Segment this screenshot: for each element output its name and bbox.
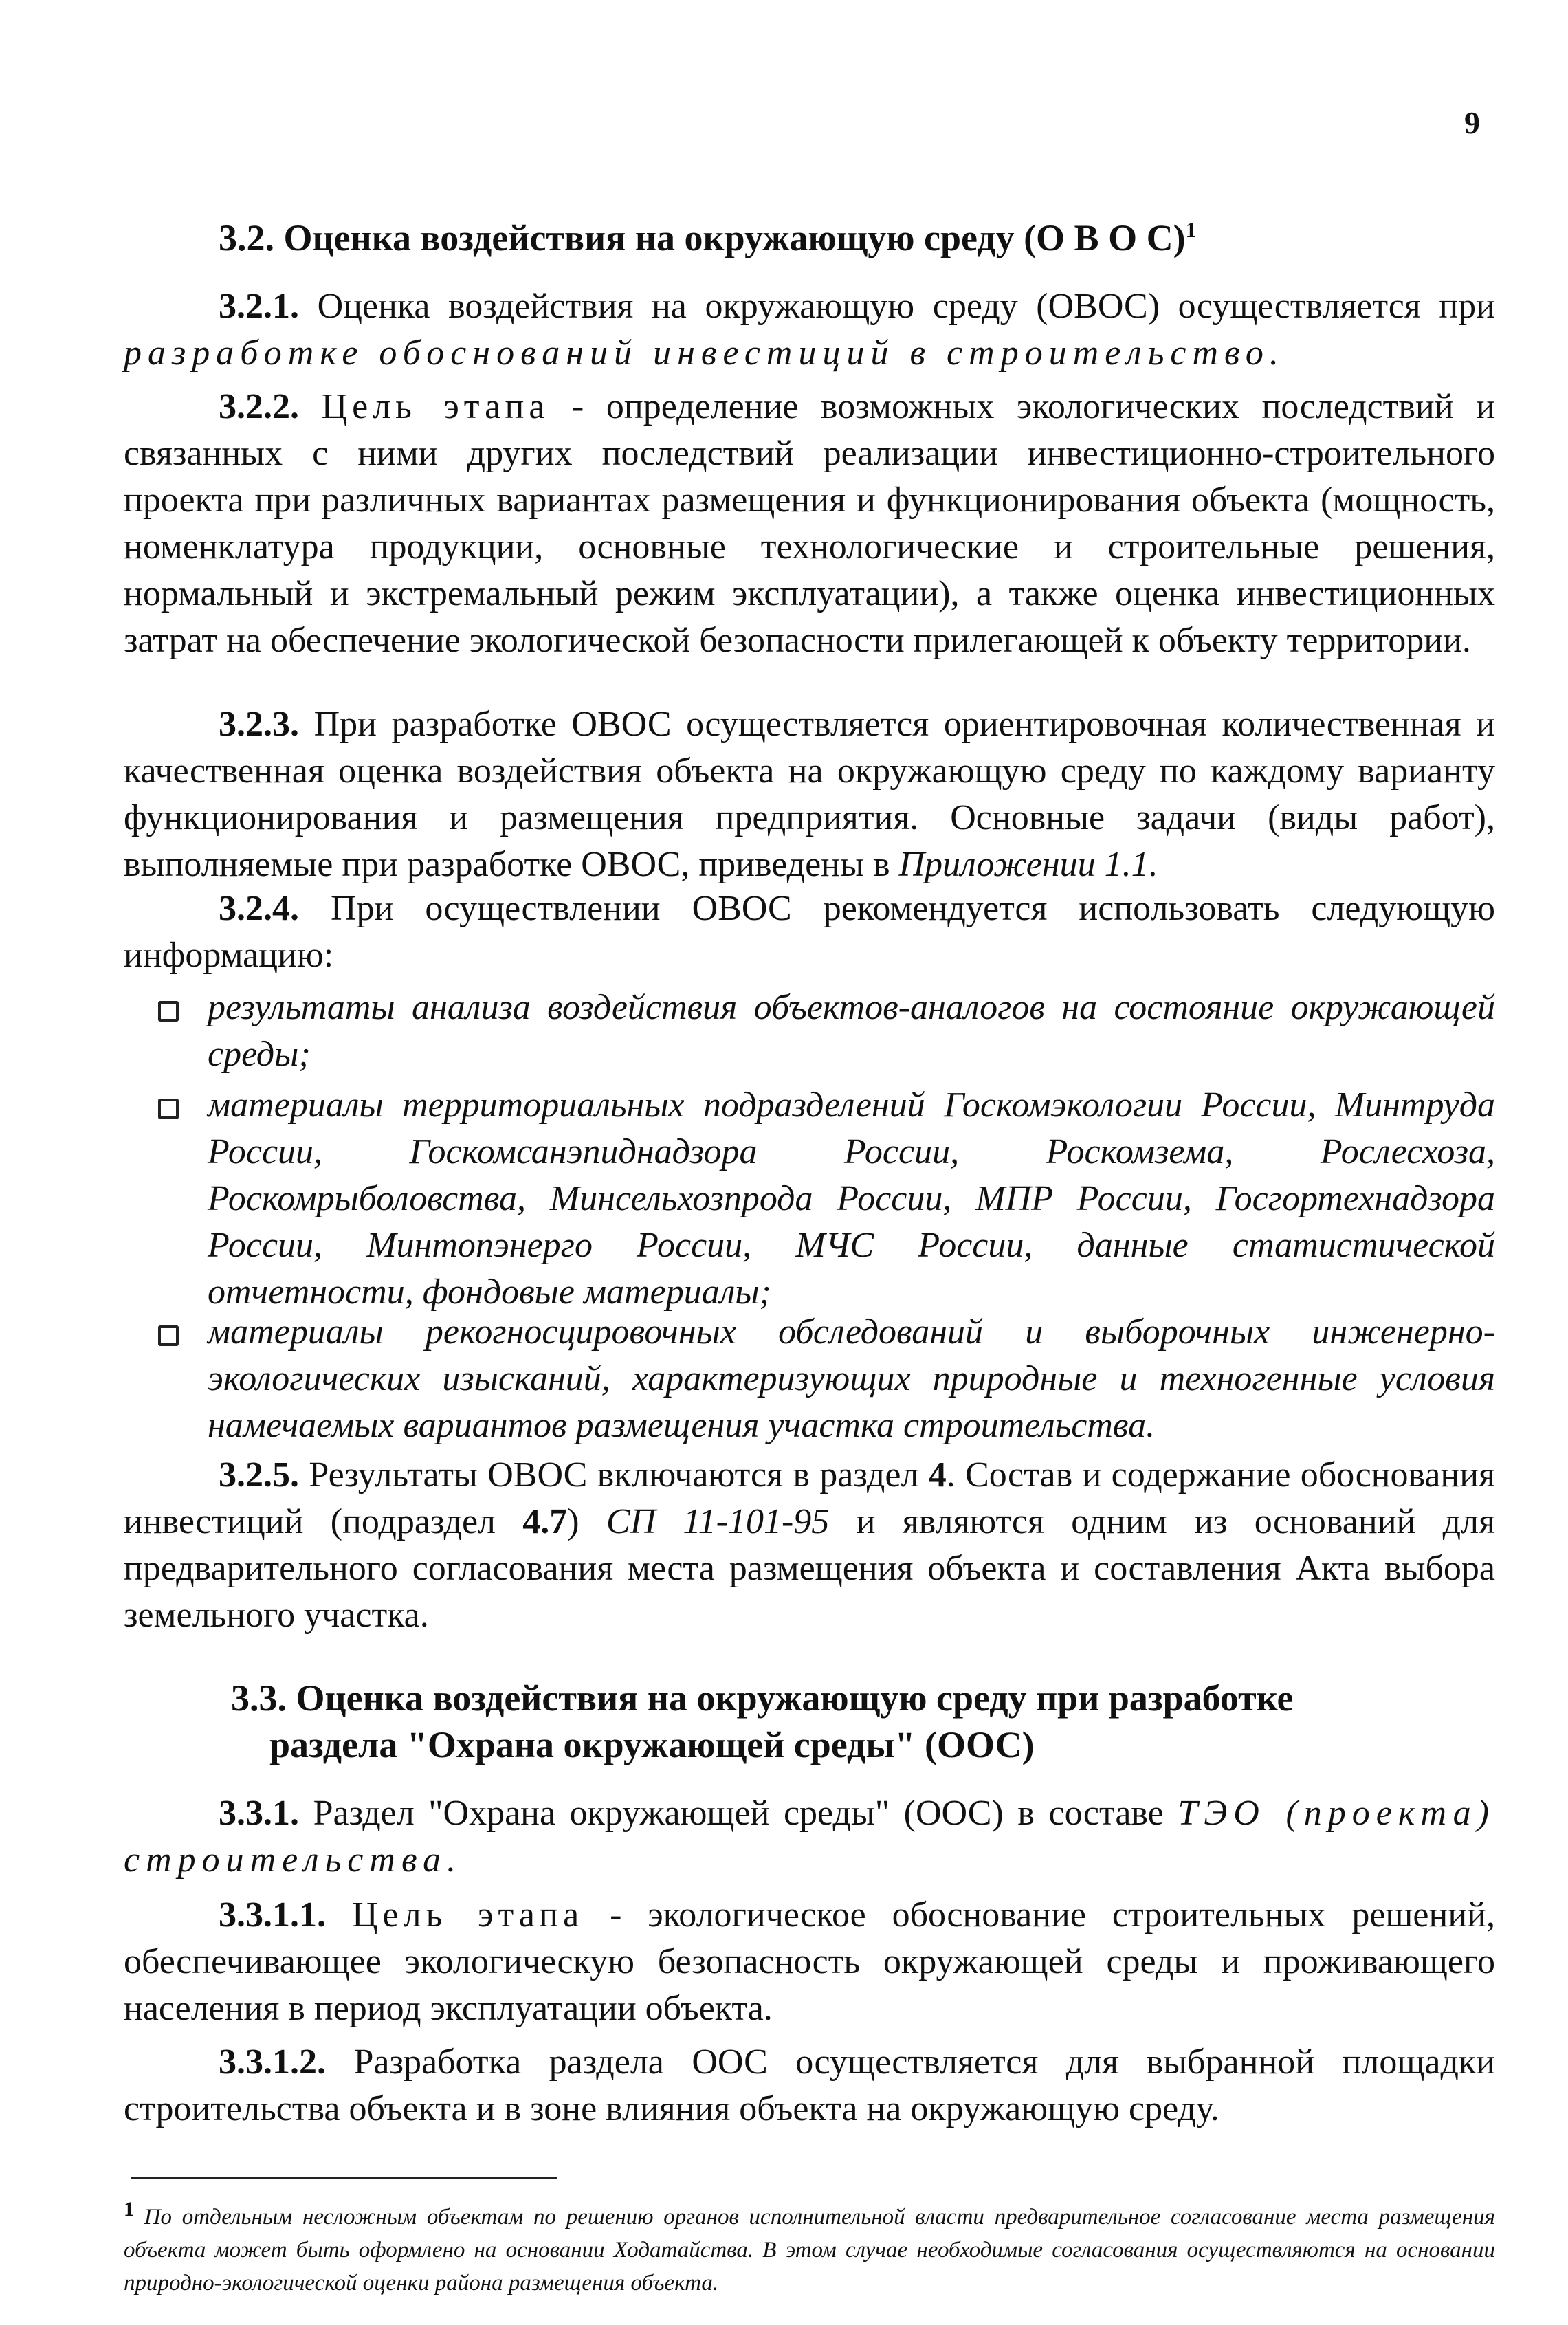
appendix-reference: Приложении 1.1.	[898, 845, 1158, 884]
paragraph-text: Результаты ОВОС включаются в раздел	[299, 1455, 929, 1495]
spaced-text: разработке обоснований инвестиций в строительство.	[124, 333, 1285, 373]
paragraph-text: и являются одним из оснований для предварительного согласования места размещения объекта и составления Акта выбора земельного участка.	[124, 1502, 1495, 1635]
section-3-2-title: 3.2. Оценка воздействия на окружающую среду (О В О С)	[219, 217, 1186, 258]
section-reference: 4	[928, 1455, 947, 1495]
checkbox-bullet-icon	[158, 1325, 179, 1346]
paragraph-3-3-1-1	[124, 1892, 1495, 2032]
paragraph-text: )	[567, 1502, 606, 1541]
spaced-text: Цель этапа	[321, 387, 550, 426]
footnote	[124, 2193, 1495, 2300]
paragraph-text: Оценка воздействия на окружающую среду (ОВОС) осуществляется при	[299, 287, 1495, 326]
section-3-3-title-line-1: 3.3. Оценка воздействия на окружающую среду при разработке	[231, 1677, 1294, 1719]
paragraph-number: 3.2.4.	[219, 889, 299, 928]
paragraph-number: 3.2.2.	[219, 387, 299, 426]
section-3-3-heading	[231, 1675, 1293, 1768]
paragraph-number: 3.3.1.2.	[219, 2042, 326, 2082]
footnote-separator	[131, 2177, 557, 2179]
section-3-3-title-line-2: раздела "Охрана окружающей среды" (ООС)	[269, 1724, 1035, 1765]
paragraph-text: - определение возможных экологических последствий и связанных с ними других последствий реализации инвестиционно-строительного проекта при различных вариантах размещения и функционирования объекта (мощность, номенклатура продукции, основные технологические и строительные решения, нормальный и экстремальный режим эксплуатации), а также оценка инвестиционных затрат на обеспечение экологической безопасности прилегающей к объекту территории.	[124, 387, 1495, 660]
footnote-text: По отдельным несложным объектам по решению органов исполнительной власти предварительное согласование места размещения объекта может быть оформлено на основании Ходатайства. В этом случае необходимые согласования осуществляются на основании природно-экологической оценки района размещения объекта.	[124, 2205, 1495, 2295]
paragraph-3-2-1	[124, 283, 1495, 377]
bullet-text: материалы рекогносцировочных обследований и выборочных инженерно-экологических изысканий, характеризующих природные и техногенные условия намечаемых вариантов размещения участка строительства.	[208, 1312, 1495, 1445]
bullet-item	[208, 1082, 1495, 1316]
footnote-reference: 1	[1185, 217, 1197, 242]
paragraph-number: 3.3.1.1.	[219, 1895, 326, 1935]
paragraph-text: - экологическое обоснование строительных решений, обеспечивающее экологическую безопасность окружающей среды и проживающего населения в период эксплуатации объекта.	[124, 1895, 1495, 2028]
standard-reference: СП 11-101-95	[606, 1502, 830, 1541]
footnote-mark: 1	[124, 2198, 134, 2221]
paragraph-number: 3.2.5.	[219, 1455, 299, 1495]
section-3-2-heading	[219, 206, 1197, 261]
paragraph-text: Раздел "Охрана окружающей среды" (ООС) в составе	[299, 1794, 1178, 1833]
page-number: 9	[1464, 105, 1480, 140]
paragraph-3-2-3	[124, 701, 1495, 888]
bullet-item	[208, 984, 1495, 1078]
bullet-item	[208, 1309, 1495, 1449]
paragraph-text: При разработке ОВОС осуществляется ориентировочная количественная и качественная оценка воздействия объекта на окружающую среду по каждому варианту функционирования и размещения предприятия. Основные задачи (виды работ), выполняемые при разработке ОВОС, приведены в	[124, 705, 1495, 884]
paragraph-number: 3.3.1.	[219, 1794, 299, 1833]
paragraph-text: . Состав и содержание обоснования инвестиций (подраздел	[124, 1455, 1495, 1541]
paragraph-3-2-5	[124, 1452, 1495, 1639]
paragraph-3-2-2	[124, 384, 1495, 664]
paragraph-3-3-1	[124, 1790, 1495, 1884]
paragraph-number: 3.2.3.	[219, 705, 299, 744]
spaced-text: Цель этапа	[351, 1895, 584, 1935]
paragraph-3-2-4	[124, 885, 1495, 979]
spaced-text: ТЭО (проекта) строительства.	[124, 1794, 1495, 1880]
paragraph-number: 3.2.1.	[219, 287, 299, 326]
bullet-text: результаты анализа воздействия объектов-аналогов на состояние окружающей среды;	[208, 988, 1495, 1074]
checkbox-bullet-icon	[158, 1099, 179, 1119]
checkbox-bullet-icon	[158, 1001, 179, 1022]
paragraph-text: При осуществлении ОВОС рекомендуется использовать следующую информацию:	[124, 889, 1495, 975]
bullet-text: материалы территориальных подразделений Госкомэкологии России, Минтруда России, Госкомсанэпиднадзора России, Роскомзема, Рослесхоза, Роскомрыболовства, Минсельхозпрода России, МПР России, Госгортехнадзора России, Минтопэнерго России, МЧС России, данные статистической отчетности, фондовые материалы;	[208, 1086, 1495, 1312]
subsection-reference: 4.7	[522, 1502, 568, 1541]
paragraph-text: Разработка раздела ООС осуществляется для выбранной площадки строительства объекта и в зоне влияния объекта на окружающую среду.	[124, 2042, 1495, 2128]
paragraph-3-3-1-2	[124, 2039, 1495, 2133]
